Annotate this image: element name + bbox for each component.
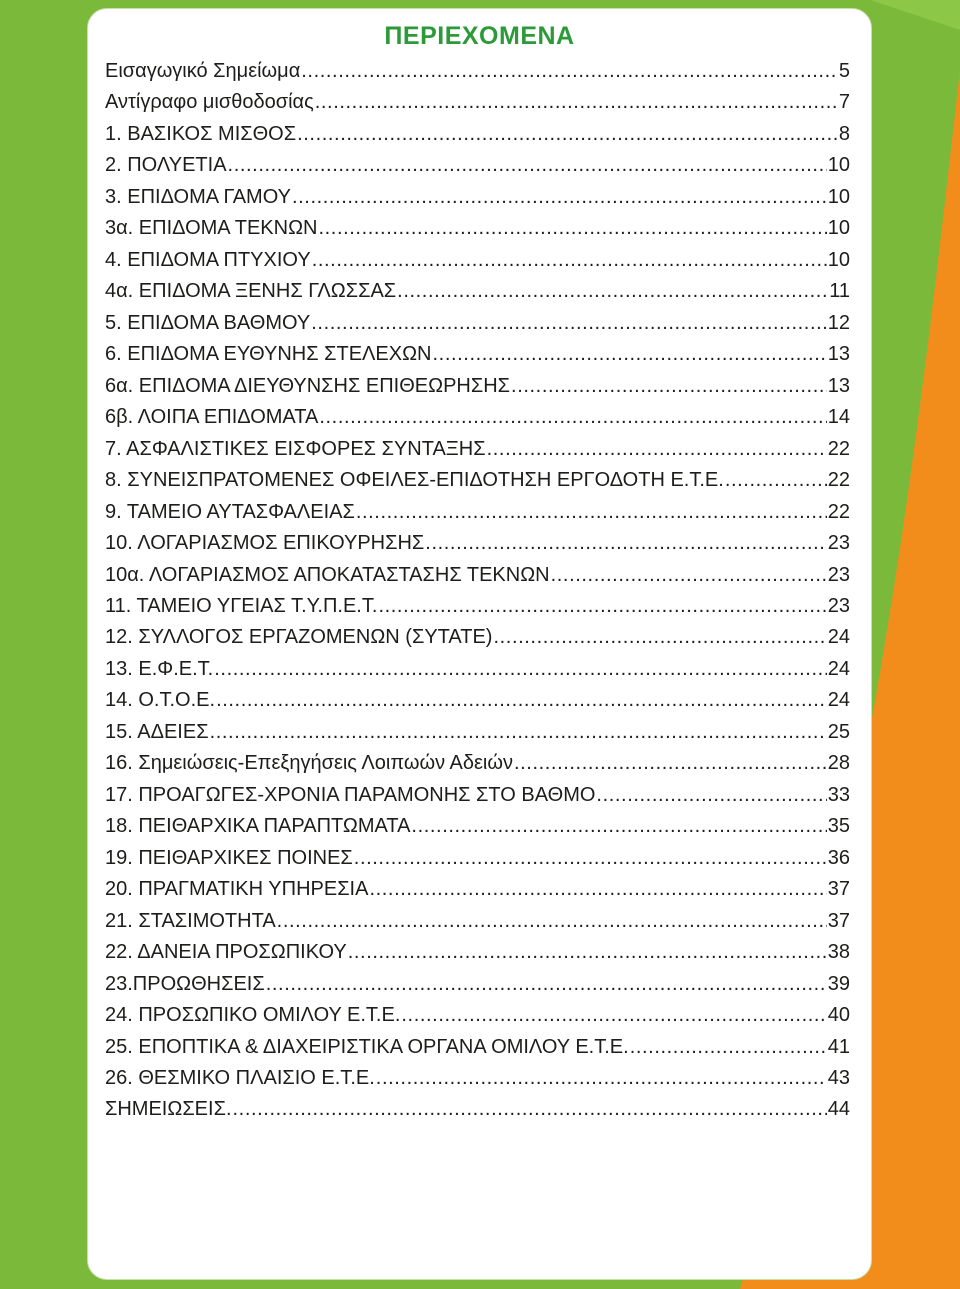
toc-entry-label: 13. Ε.Φ.Ε.Τ. xyxy=(105,657,214,680)
toc-entry-label: 3. ΕΠΙΔΟΜΑ ΓΑΜΟΥ xyxy=(105,185,291,208)
toc-entry-page: 38 xyxy=(827,941,850,964)
toc-entry-label: 6β. ΛΟΙΠΑ ΕΠΙΔΟΜΑΤΑ xyxy=(105,406,319,429)
toc-entry-label: 26. ΘΕΣΜΙΚΟ ΠΛΑΙΣΙΟ Ε.Τ.Ε. xyxy=(105,1067,375,1089)
toc-entry[interactable] xyxy=(105,591,850,622)
toc-entry[interactable] xyxy=(105,1063,850,1094)
toc-entry-label: 12. ΣΥΛΛΟΓΟΣ ΕΡΓΑΖΟΜΕΝΩΝ (ΣΥΤΑΤΕ) xyxy=(105,626,493,649)
dot-leader xyxy=(514,748,827,779)
toc-entry-label: 5. ΕΠΙΔΟΜΑ ΒΑΘΜΟΥ xyxy=(105,311,311,334)
dot-leader xyxy=(277,906,827,937)
toc-entry[interactable] xyxy=(105,119,850,150)
toc-entry-page: 43 xyxy=(827,1067,850,1089)
toc-entry[interactable] xyxy=(105,87,850,118)
toc-entry-page: 12 xyxy=(827,311,850,334)
toc-entry[interactable] xyxy=(105,56,850,87)
toc-entry[interactable] xyxy=(105,1032,850,1063)
toc-entry-page: 22 xyxy=(827,500,850,523)
toc-entry[interactable] xyxy=(105,560,850,591)
toc-entry-label: 14. Ο.Τ.Ο.Ε. xyxy=(105,689,216,712)
toc-entry-page: 35 xyxy=(827,815,850,838)
toc-entry-label: 25. ΕΠΟΠΤΙΚΑ & ΔΙΑΧΕΙΡΙΣΤΙΚΑ ΟΡΓΑΝΑ ΟΜΙΛΟΥ Ε.Τ.Ε. xyxy=(105,1035,629,1058)
toc-entry-page: 23 xyxy=(827,594,850,617)
toc-entry-label: 8. ΣΥΝΕΙΣΠΡΑΤΟΜΕΝΕΣ ΟΦΕΙΛΕΣ-ΕΠΙΔΟΤΗΣΗ ΕΡΓΟΔΟΤΗ Ε.Τ.Ε. xyxy=(105,469,724,492)
toc-entry[interactable] xyxy=(105,150,850,181)
table-of-contents xyxy=(105,56,850,1126)
dot-leader xyxy=(315,87,838,118)
toc-entry-label: 21. ΣΤΑΣΙΜΟΤΗΤΑ xyxy=(105,909,276,932)
dot-leader xyxy=(356,497,827,528)
toc-entry-page: 10 xyxy=(827,217,850,240)
dot-leader xyxy=(348,937,827,968)
toc-entry[interactable] xyxy=(105,780,850,811)
toc-entry-page: 41 xyxy=(827,1035,850,1058)
toc-entry[interactable] xyxy=(105,371,850,402)
toc-entry[interactable] xyxy=(105,276,850,307)
toc-entry-label: Αντίγραφο μισθοδοσίας xyxy=(105,91,314,114)
toc-entry-page: 13 xyxy=(827,374,850,397)
toc-entry[interactable] xyxy=(105,622,850,653)
dot-leader xyxy=(425,528,826,559)
toc-entry-page: 28 xyxy=(827,752,850,775)
toc-entry[interactable] xyxy=(105,434,850,465)
dot-leader xyxy=(210,717,827,748)
toc-entry-page: 23 xyxy=(827,532,850,555)
toc-entry[interactable] xyxy=(105,308,850,339)
dot-leader xyxy=(511,371,827,402)
toc-entry[interactable] xyxy=(105,339,850,370)
toc-entry-label: 16. Σημειώσεις-Επεξηγήσεις Λοιπωών Αδειών xyxy=(105,752,513,775)
toc-entry[interactable] xyxy=(105,685,850,716)
toc-entry-label: 24. ΠΡΟΣΩΠΙΚΟ ΟΜΙΛΟΥ Ε.Τ.Ε. xyxy=(105,1004,401,1027)
dot-leader xyxy=(376,1063,827,1094)
toc-entry[interactable] xyxy=(105,843,850,874)
toc-entry-page: 36 xyxy=(827,846,850,869)
toc-entry-label: 15. ΑΔΕΙΕΣ xyxy=(105,720,209,743)
toc-entry[interactable] xyxy=(105,748,850,779)
page-number: 3 xyxy=(858,1230,869,1250)
dot-leader xyxy=(312,245,827,276)
toc-entry-page: 7 xyxy=(838,91,850,114)
toc-entry[interactable] xyxy=(105,497,850,528)
toc-entry-label: 11. ΤΑΜΕΙΟ ΥΓΕΙΑΣ Τ.Υ.Π.Ε.Τ. xyxy=(105,594,378,617)
dot-leader xyxy=(292,182,827,213)
toc-entry[interactable] xyxy=(105,182,850,213)
dot-leader xyxy=(354,843,827,874)
toc-entry-label: 9. ΤΑΜΕΙΟ ΑΥΤΑΣΦΑΛΕΙΑΣ xyxy=(105,500,355,523)
dot-leader xyxy=(411,811,826,842)
toc-entry-label: 18. ΠΕΙΘΑΡΧΙΚΑ ΠΑΡΑΠΤΩΜΑΤΑ xyxy=(105,815,411,838)
dot-leader xyxy=(228,150,827,181)
toc-entry-label: 2. ΠΟΛΥΕΤΙΑ xyxy=(105,154,227,177)
toc-entry[interactable] xyxy=(105,937,850,968)
toc-entry[interactable] xyxy=(105,906,850,937)
toc-entry[interactable] xyxy=(105,528,850,559)
dot-leader xyxy=(493,622,826,653)
page-title: ΠΕΡΙΕΧΟΜΕΝΑ xyxy=(384,22,575,50)
dot-leader xyxy=(630,1032,827,1063)
toc-entry[interactable] xyxy=(105,969,850,1000)
toc-entry-page: 40 xyxy=(827,1004,850,1027)
dot-leader xyxy=(551,560,827,591)
toc-entry[interactable] xyxy=(105,717,850,748)
dot-leader xyxy=(301,56,838,87)
dot-leader xyxy=(397,276,828,307)
toc-entry-label: 22. ΔΑΝΕΙΑ ΠΡΟΣΩΠΙΚΟΥ xyxy=(105,941,347,964)
toc-entry-label: 4. ΕΠΙΔΟΜΑ ΠΤΥΧΙΟΥ xyxy=(105,248,311,271)
dot-leader xyxy=(233,1094,827,1125)
dot-leader xyxy=(318,213,826,244)
toc-entry-page: 13 xyxy=(827,343,850,366)
toc-entry-page: 24 xyxy=(827,626,850,649)
toc-entry-label: 10α. ΛΟΓΑΡΙΑΣΜΟΣ ΑΠΟΚΑΤΑΣΤΑΣΗΣ ΤΕΚΝΩΝ xyxy=(105,563,550,586)
toc-entry[interactable] xyxy=(105,654,850,685)
dot-leader xyxy=(369,874,826,905)
dot-leader xyxy=(266,969,827,1000)
dot-leader xyxy=(401,1000,826,1031)
toc-entry-page: 44 xyxy=(827,1098,850,1121)
toc-entry-page: 10 xyxy=(827,185,850,208)
toc-entry-label: 4α. ΕΠΙΔΟΜΑ ΞΕΝΗΣ ΓΛΩΣΣΑΣ xyxy=(105,280,397,303)
dot-leader xyxy=(433,339,827,370)
toc-entry[interactable] xyxy=(105,465,850,496)
dot-leader xyxy=(216,685,827,716)
dot-leader xyxy=(214,654,827,685)
toc-entry-label: 17. ΠΡΟΑΓΩΓΕΣ-ΧΡΟΝΙΑ ΠΑΡΑΜΟΝΗΣ ΣΤΟ ΒΑΘΜΟ xyxy=(105,783,596,806)
toc-entry-page: 10 xyxy=(827,154,850,177)
toc-entry-label: Εισαγωγικό Σημείωμα xyxy=(105,60,301,82)
toc-entry-page: 24 xyxy=(827,657,850,680)
toc-entry-page: 33 xyxy=(827,783,850,806)
toc-entry-page: 37 xyxy=(827,909,850,932)
toc-entry-page: 23 xyxy=(827,563,850,586)
toc-entry[interactable] xyxy=(105,1000,850,1031)
toc-entry-page: 24 xyxy=(827,689,850,712)
toc-entry-page: 8 xyxy=(838,122,850,145)
dot-leader xyxy=(319,402,826,433)
toc-entry-label: 6α. ΕΠΙΔΟΜΑ ΔΙΕΥΘΥΝΣΗΣ ΕΠΙΘΕΩΡΗΣΗΣ xyxy=(105,374,511,397)
toc-entry-label: 20. ΠΡΑΓΜΑΤΙΚΗ ΥΠΗΡΕΣΙΑ xyxy=(105,878,369,901)
toc-entry-label: 10. ΛΟΓΑΡΙΑΣΜΟΣ ΕΠΙΚΟΥΡΗΣΗΣ xyxy=(105,532,425,555)
dot-leader xyxy=(378,591,826,622)
toc-entry-page: 37 xyxy=(827,878,850,901)
toc-entry[interactable] xyxy=(105,402,850,433)
toc-entry-page: 22 xyxy=(827,437,850,460)
toc-entry-label: 3α. ΕΠΙΔΟΜΑ ΤΕΚΝΩΝ xyxy=(105,217,318,240)
toc-entry-page: 22 xyxy=(827,469,850,492)
toc-entry-label: 19. ΠΕΙΘΑΡΧΙΚΕΣ ΠΟΙΝΕΣ xyxy=(105,846,353,869)
toc-entry-page: 25 xyxy=(827,720,850,743)
toc-entry-page: 10 xyxy=(827,248,850,271)
dot-leader xyxy=(596,780,826,811)
toc-entry-page: 14 xyxy=(827,406,850,429)
dot-leader xyxy=(725,465,827,496)
toc-entry-page: 11 xyxy=(829,280,850,303)
toc-entry-label: 7. ΑΣΦΑΛΙΣΤΙΚΕΣ ΕΙΣΦΟΡΕΣ ΣΥΝΤΑΞΗΣ xyxy=(105,437,486,460)
dot-leader xyxy=(311,308,826,339)
toc-entry-label: 1. ΒΑΣΙΚΟΣ ΜΙΣΘΟΣ xyxy=(105,122,297,145)
dot-leader xyxy=(297,119,838,150)
toc-entry-page: 5 xyxy=(838,60,850,82)
toc-entry[interactable] xyxy=(105,213,850,244)
toc-entry[interactable] xyxy=(105,1094,850,1125)
toc-entry[interactable] xyxy=(105,245,850,276)
toc-entry-label: ΣΗΜΕΙΩΣΕΙΣ. xyxy=(105,1098,232,1121)
toc-entry-label: 6. ΕΠΙΔΟΜΑ ΕΥΘΥΝΗΣ ΣΤΕΛΕΧΩΝ xyxy=(105,343,432,366)
toc-entry[interactable] xyxy=(105,811,850,842)
toc-entry-page: 39 xyxy=(827,972,850,995)
toc-entry-label: 23.ΠΡΟΩΘΗΣΕΙΣ xyxy=(105,972,265,995)
dot-leader xyxy=(487,434,827,465)
toc-entry[interactable] xyxy=(105,874,850,905)
